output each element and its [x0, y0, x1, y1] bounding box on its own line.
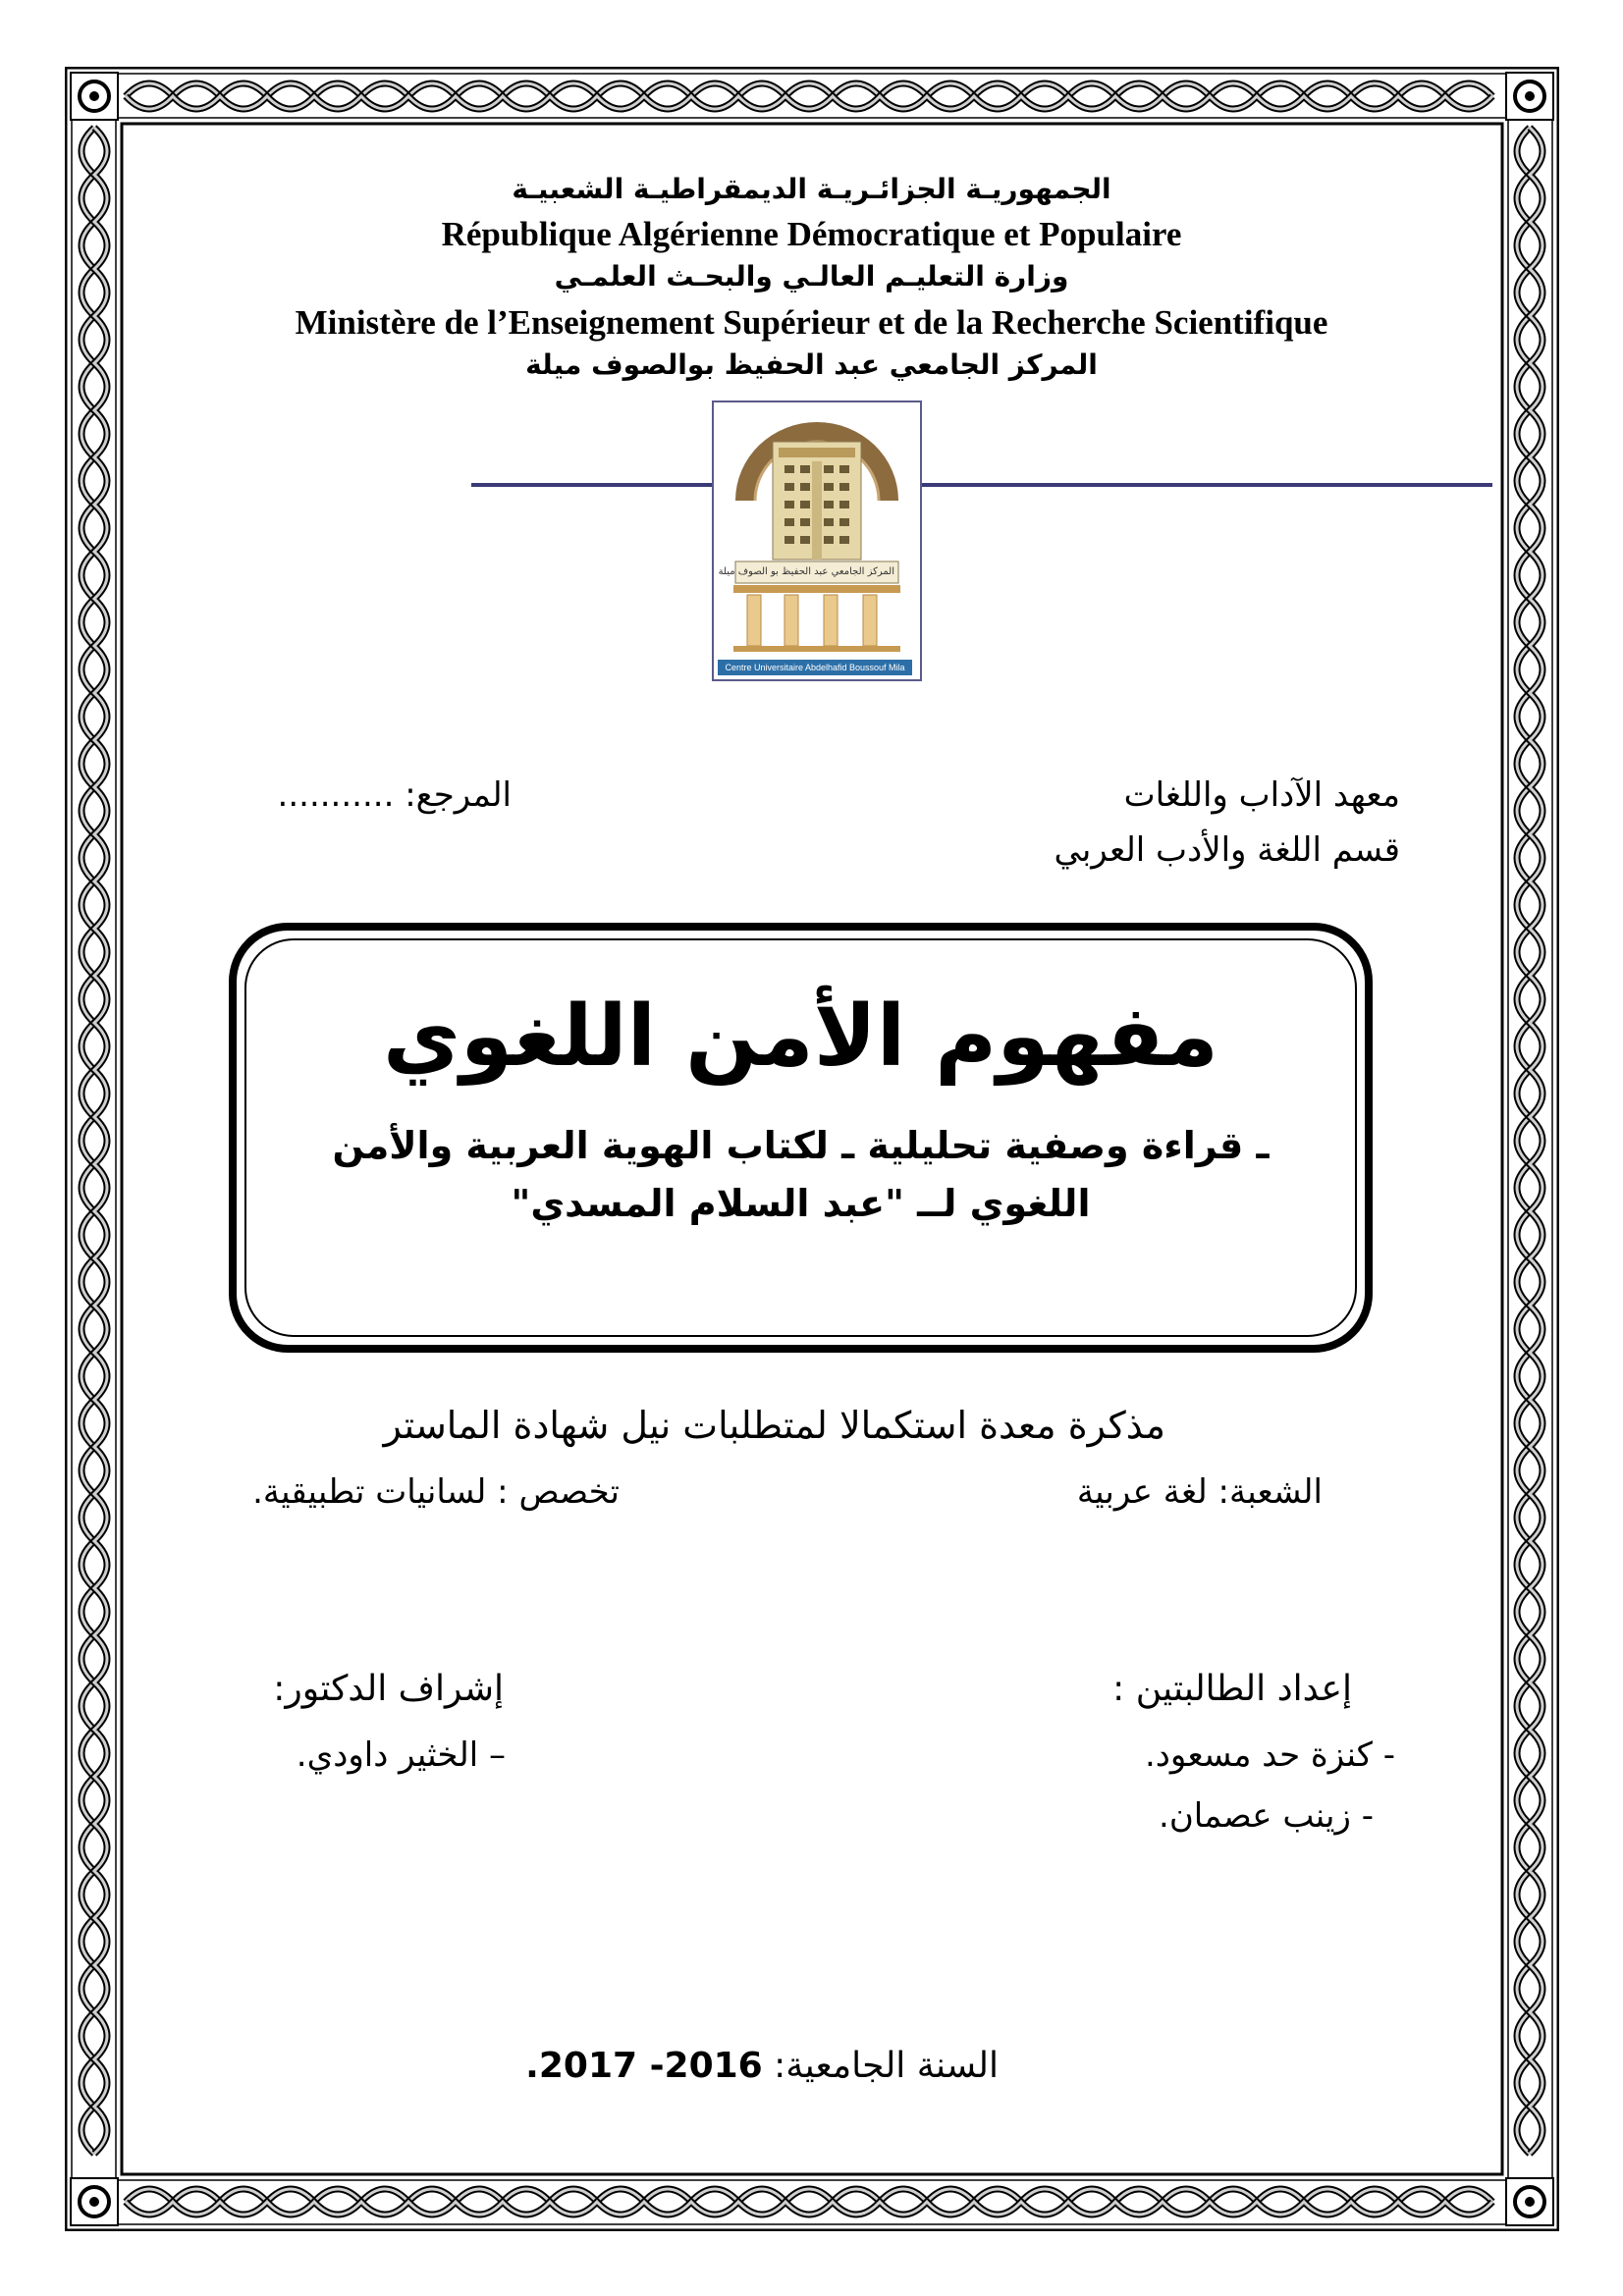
ministry-fr: Ministère de l’Enseignement Supérieur et de la Recherche Scientifique — [295, 303, 1328, 342]
thesis-subtitle — [296, 1117, 1306, 1233]
reference-field: المرجع: ........... — [277, 775, 512, 815]
student-name-2: - زينب عصمان. — [1159, 1796, 1374, 1836]
supervisor-heading: إشراف الدكتور: — [273, 1669, 504, 1709]
republic-fr: République Algérienne Démocratique et Populaire — [441, 215, 1182, 253]
logo-french-caption: Centre Universitaire Abdelhafid Boussouf Mila — [718, 660, 912, 675]
university-logo — [712, 400, 922, 681]
institute-name: معهد الآداب واللغات — [1123, 775, 1400, 815]
specialty-field: تخصص : لسانيات تطبيقية. — [252, 1472, 620, 1512]
subtitle-line-1: ـ قراءة وصفية تحليلية ـ لكتاب الهوية العربية والأمن — [332, 1124, 1270, 1167]
title-box — [229, 923, 1373, 1353]
supervisor-name: – الخثير داودي. — [296, 1735, 506, 1775]
republic-ar: الجمهوريـة الجزائـريـة الديمقراطيـة الشعبيـة — [512, 173, 1111, 205]
branch-field: الشعبة: لغة عربية — [1076, 1472, 1323, 1512]
thesis-main-title: مفهوم الأمن اللغوي — [382, 988, 1219, 1086]
academic-year — [525, 2046, 999, 2086]
student-name-1: - كنزة حد مسعود. — [1144, 1735, 1395, 1775]
logo-arabic-caption: المركز الجامعي عبد الحفيظ بو الصوف ميلة — [718, 566, 894, 577]
header-divider — [471, 483, 1492, 487]
thesis-purpose: مذكرة معدة استكمالا لمتطلبات نيل شهادة الماستر — [383, 1404, 1165, 1447]
ministry-ar: وزارة التعليـم العالـي والبحـث العلمـي — [554, 260, 1069, 293]
department-name: قسم اللغة والأدب العربي — [1054, 830, 1400, 870]
subtitle-line-2: اللغوي لــ "عبد السلام المسدي" — [511, 1181, 1091, 1225]
academic-year-value: 2016- 2017. — [525, 2046, 763, 2086]
students-heading: إعداد الطالبتين : — [1112, 1669, 1352, 1709]
center-ar: المركز الجامعي عبد الحفيظ بوالصوف ميلة — [525, 348, 1098, 381]
academic-year-label: السنة الجامعية: — [762, 2046, 999, 2086]
